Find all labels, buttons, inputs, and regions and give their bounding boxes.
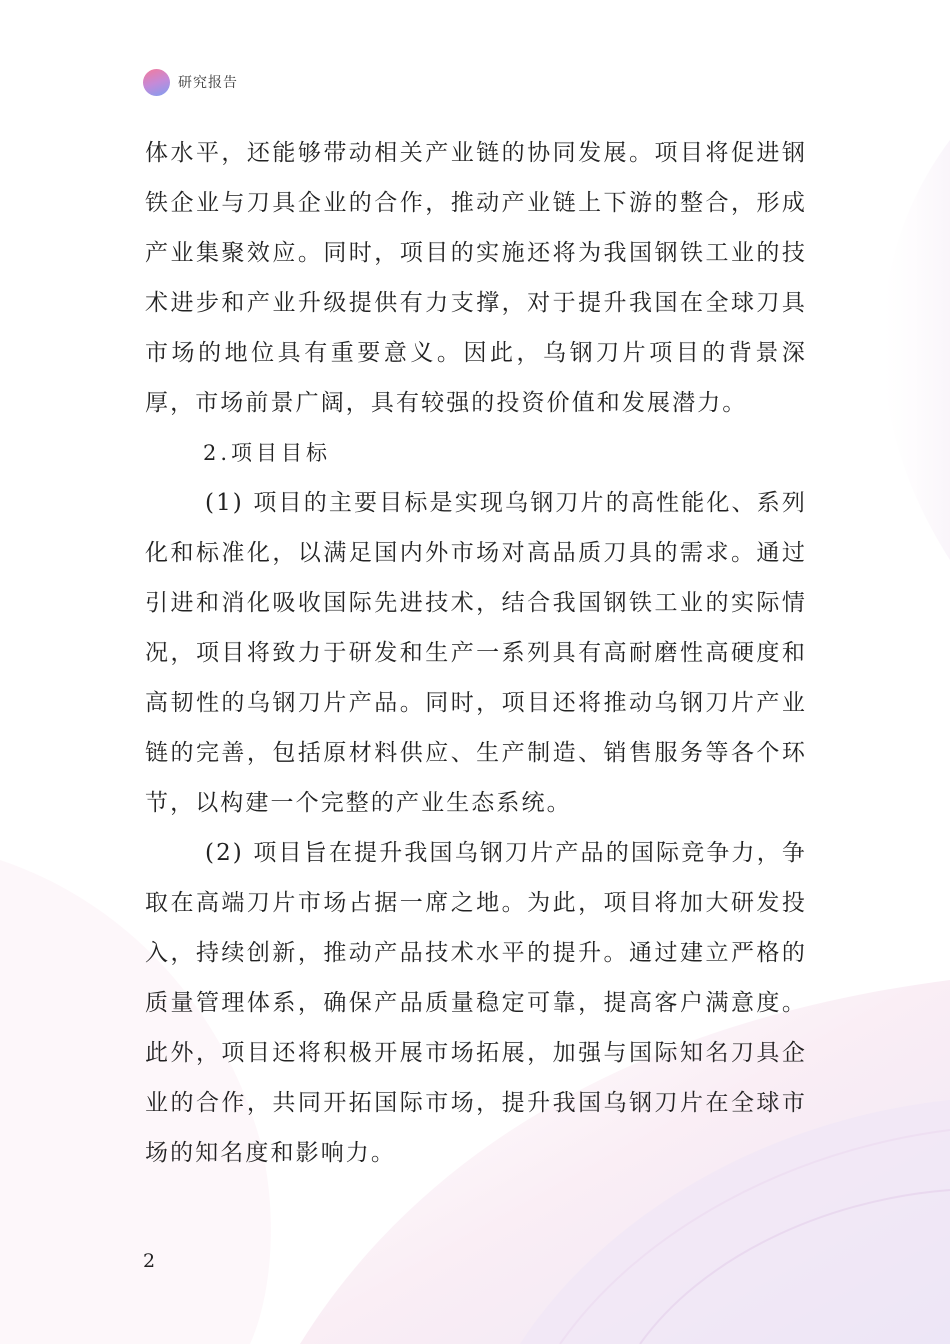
document-body (145, 128, 807, 1178)
logo-circle-icon (143, 69, 170, 96)
section-heading: 2.项目目标 (203, 441, 332, 465)
header-title: 研究报告 (178, 75, 238, 91)
page-number: 2 (143, 1250, 156, 1272)
paragraph-continuation: 体水平，还能够带动相关产业链的协同发展。项目将促进钢铁企业与刀具企业的合作，推动产业链上下游的整合，形成产业集聚效应。同时，项目的实施还将为我国钢铁工业的技术进步和产业升级提供有力支撑，对于提升我国在全球刀具市场的地位具有重要意义。因此，乌钢刀片项目的背景深厚，市场前景广阔，具有较强的投资价值和发展潜力。 (145, 140, 807, 416)
paragraph-goal-2: (2) 项目旨在提升我国乌钢刀片产品的国际竞争力，争取在高端刀片市场占据一席之地。为此，项目将加大研发投入，持续创新，推动产品技术水平的提升。通过建立严格的质量管理体系，确保产品质量稳定可靠，提高客户满意度。此外，项目还将积极开展市场拓展，加强与国际知名刀具企业的合作，共同开拓国际市场，提升我国乌钢刀片在全球市场的知名度和影响力。 (145, 840, 807, 1166)
report-header (143, 68, 238, 96)
paragraph-goal-1: (1) 项目的主要目标是实现乌钢刀片的高性能化、系列化和标准化，以满足国内外市场对高品质刀具的需求。通过引进和消化吸收国际先进技术，结合我国钢铁工业的实际情况，项目将致力于研发和生产一系列具有高耐磨性高硬度和高韧性的乌钢刀片产品。同时，项目还将推动乌钢刀片产业链的完善，包括原材料供应、生产制造、销售服务等各个环节，以构建一个完整的产业生态系统。 (145, 490, 807, 816)
